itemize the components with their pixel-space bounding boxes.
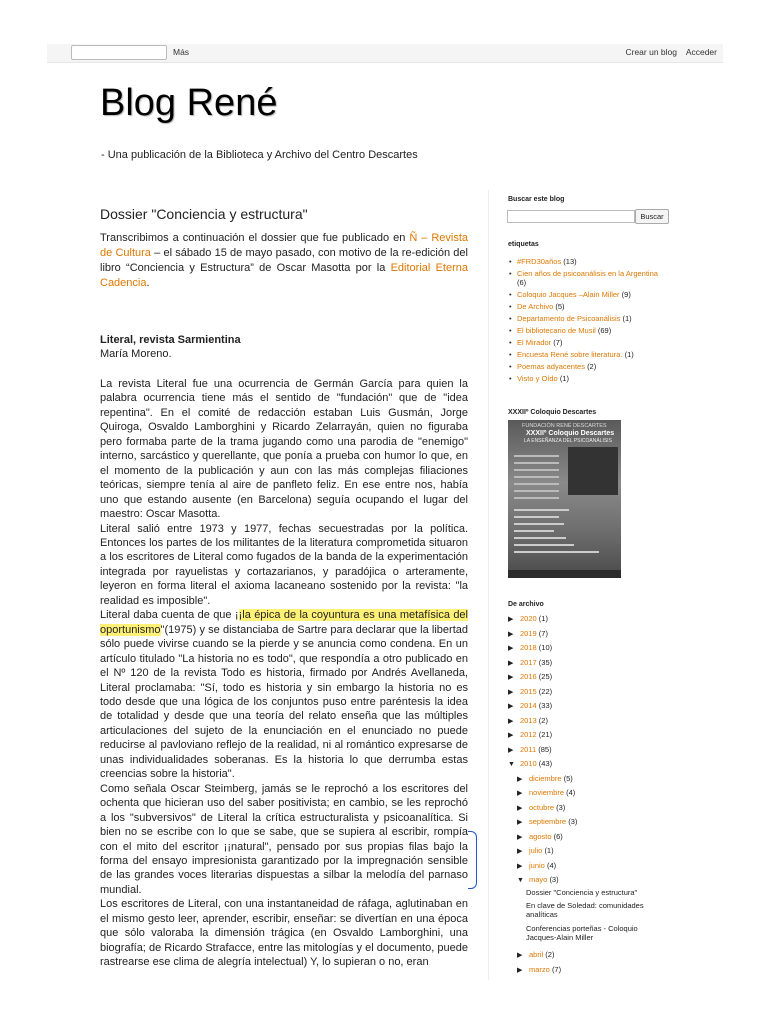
colloquium-heading: XXXIIº Coloquio Descartes [508, 409, 597, 416]
collapsed-arrow-icon[interactable]: ▶ [517, 804, 523, 812]
archive-month[interactable] [517, 803, 565, 812]
label-name[interactable]: Coloquio Jacques –Alain Miller [517, 290, 620, 299]
blog-title[interactable]: Blog René [100, 82, 278, 124]
poster-photo [568, 447, 618, 495]
collapsed-arrow-icon[interactable]: ▶ [508, 688, 514, 696]
label-count: (1) [559, 374, 569, 383]
intro-text-3: . [146, 277, 150, 289]
login-link[interactable]: Acceder [685, 47, 717, 57]
archive-year[interactable] [508, 716, 548, 725]
archive-year-link[interactable]: 2012 [520, 730, 537, 739]
sidebar-divider [488, 190, 489, 980]
label-count: (5) [555, 302, 565, 311]
archive-year[interactable] [508, 672, 552, 681]
archive-year-link[interactable]: 2010 [520, 759, 537, 768]
label-name[interactable]: Visto y Oído [517, 374, 558, 383]
archive-month-link[interactable]: abril [529, 950, 544, 959]
archive-count: (7) [538, 628, 548, 638]
labels-heading: etiquetas [508, 241, 539, 248]
archive-count: (4) [566, 788, 576, 797]
archive-year[interactable] [508, 687, 552, 696]
collapsed-arrow-icon[interactable]: ▶ [508, 630, 514, 638]
archive-month-link[interactable]: marzo [529, 964, 550, 974]
archive-count: (1) [538, 614, 548, 623]
colloquium-poster-image[interactable] [508, 420, 621, 578]
archive-month[interactable] [517, 788, 575, 797]
collapsed-arrow-icon[interactable]: ▶ [508, 645, 514, 652]
label-count: (2) [587, 362, 597, 371]
label-item[interactable] [508, 290, 678, 299]
archive-month[interactable] [517, 965, 561, 974]
archive-post-link[interactable]: Conferencias porteñas - Coloquio Jacques-Alain Miller [526, 924, 638, 942]
label-count: (7) [553, 338, 563, 347]
label-count: (1) [624, 350, 634, 359]
archive-count: (43) [538, 759, 553, 768]
paragraph-5: Los escritores de Literal, con una instantaneidad de ráfaga, aglutinaban en el mismo gesto leer, aprender, escribir, enseñar: se divertían en una época que sólo valoraba la dimensión trágica (en Osvaldo Lamborghini, una biografía; de Ricardo Strafacce, entre las mitologías y el documento, puede rastrearse ese clima de alegría intelectual) Y, lo supieran o no, eran [100, 898, 468, 969]
annotation-bracket [468, 831, 477, 889]
archive-count: (21) [538, 730, 553, 739]
sidebar-search-input[interactable] [507, 210, 635, 223]
navbar-search-input[interactable] [71, 45, 167, 60]
archive-month-link[interactable]: mayo [529, 875, 548, 884]
search-button[interactable]: Buscar [635, 209, 669, 224]
archive-year-link[interactable]: 2020 [520, 614, 537, 623]
expanded-arrow-icon[interactable]: ▼ [517, 877, 524, 884]
paragraph-4: Como señala Oscar Steimberg, jamás se le reprochó a los escritores del ochenta que hicieran uso del saber positivista; en cambio, se les reprochó a los "subversivos" de Literal la crítica estructuralista y psicoanalítica. Si bien no se escribe con lo que se sabe, que se supiera al escribir, rompía con el mito del escritor ¡¡natural", pensado por sus propias filas bajo la forma del ensayo impresionista garantizado por la impregnación sensible de las grandes voces literarias dispuestas a silbar la melodía del parnaso mundial. [100, 782, 468, 896]
archive-month-link[interactable]: diciembre [529, 773, 562, 783]
archive-count: (7) [551, 964, 562, 974]
archive-month[interactable] [517, 832, 563, 841]
label-count: (69) [597, 326, 612, 335]
archive-year-link[interactable]: 2018 [520, 643, 537, 652]
post-intro [100, 231, 468, 291]
label-item[interactable] [508, 314, 678, 323]
collapsed-arrow-icon[interactable]: ▶ [508, 616, 514, 623]
archive-post-link[interactable]: En clave de Soledad: comunidades analíticas [526, 901, 644, 919]
more-link[interactable]: Más [173, 47, 190, 57]
archive-count: (3) [556, 802, 566, 812]
collapsed-arrow-icon[interactable]: ▶ [517, 790, 523, 797]
collapsed-arrow-icon[interactable]: ▶ [508, 674, 514, 681]
paragraph-1: La revista Literal fue una ocurrencia de Germán García para quien la palabra ocurrencia tiene más el sentido de "fundación" que de "idea repentina". En el comité de redacción estaban Luis Gusmán, Jorge Quiroga, Osvaldo Lamborghini y Ricardo Zelarrayán, quien no figuraba pero formaba parte de la trama jugando como una parodia de "enemigo" interno, sarcástico y querellante, que ponía a prueba con humor lo que, en el momento de la publicación y aun con las más complejas filiaciones teóricas, siempre tenía al aire de panfleto feliz. En ese entre nos, había uno que estando ausente (en Barcelona) seguía ocupando el lugar del maestro: Oscar Masotta. [100, 378, 468, 521]
archive-month-expanded[interactable] [517, 875, 559, 884]
create-blog-link[interactable]: Crear un blog [625, 47, 677, 57]
revista-cultura-link[interactable]: Ñ – Revista de Cultura [100, 232, 469, 259]
archive-year-link[interactable]: 2011 [520, 744, 537, 754]
archive-month[interactable] [517, 861, 556, 870]
collapsed-arrow-icon[interactable]: ▶ [517, 862, 523, 870]
collapsed-arrow-icon[interactable]: ▶ [517, 819, 523, 826]
archive-month-link[interactable]: noviembre [529, 788, 565, 797]
archive-heading: De archivo [508, 601, 544, 608]
archive-year[interactable] [508, 730, 552, 739]
poster-footer [508, 570, 621, 578]
search-heading: Buscar este blog [508, 196, 565, 203]
label-item[interactable] [508, 350, 678, 359]
collapsed-arrow-icon[interactable]: ▶ [517, 952, 523, 959]
article-subtitle: Literal, revista Sarmientina [100, 334, 241, 346]
paragraph-2: Literal salió entre 1973 y 1977, fechas secuestradas por la política. Entonces los partes de los militantes de la literatura comprometida situaron a los escritores de Literal como fugados de la banda de la experimentación integrada por rayuelistas y cortazarianos, y paradójica o arteramente, leyeron en forma literal el axioma lacaneano sostenido por la revista: "la realidad es imposible". [100, 522, 468, 607]
archive-year[interactable] [508, 745, 552, 754]
archive-count: (4) [546, 860, 557, 870]
labels-list [508, 257, 678, 386]
archive-count: (2) [545, 950, 555, 959]
expanded-arrow-icon[interactable]: ▼ [508, 761, 515, 768]
archive-month-link[interactable]: junio [529, 860, 545, 870]
label-item[interactable] [508, 326, 678, 335]
archive-year[interactable] [508, 629, 548, 638]
label-item[interactable] [508, 302, 678, 311]
label-name[interactable]: Poemas adyacentes [517, 362, 585, 371]
article-author: María Moreno. [100, 348, 172, 360]
post-title[interactable]: Dossier "Conciencia y estructura" [100, 206, 308, 222]
archive-count: (1) [544, 846, 554, 855]
archive-year[interactable] [508, 643, 552, 652]
label-name[interactable]: El bibliotecario de Musil [517, 326, 596, 335]
poster-line-3: LA ENSEÑANZA DEL PSICOANÁLISIS [524, 438, 612, 444]
top-navbar [47, 44, 723, 63]
label-name[interactable]: Encuesta René sobre literatura. [517, 350, 623, 359]
intro-text-2: – el sábado 15 de mayo pasado, con motivo de la re-edición del libro “Conciencia y Estructura” de Oscar Masotta por la [100, 247, 468, 274]
archive-year-expanded[interactable] [508, 759, 552, 768]
label-item[interactable] [508, 338, 678, 347]
archive-count: (22) [538, 686, 553, 696]
archive-year-link[interactable]: 2014 [520, 701, 537, 710]
archive-count: (2) [538, 715, 548, 725]
paragraph-3 [100, 608, 468, 781]
collapsed-arrow-icon[interactable]: ▶ [508, 703, 514, 710]
archive-count: (35) [538, 657, 553, 667]
label-name[interactable]: #FRD30años [517, 257, 562, 266]
collapsed-arrow-icon[interactable]: ▶ [517, 833, 523, 841]
label-count: (9) [621, 290, 631, 299]
blog-description: - Una publicación de la Biblioteca y Archivo del Centro Descartes [101, 149, 418, 161]
archive-year[interactable] [508, 614, 548, 623]
collapsed-arrow-icon[interactable]: ▶ [517, 848, 523, 855]
poster-line-1: FUNDACIÓN RENÉ DESCARTES [522, 423, 607, 429]
collapsed-arrow-icon[interactable]: ▶ [508, 659, 514, 667]
archive-year-link[interactable]: 2013 [520, 715, 537, 725]
article-body [100, 377, 468, 970]
intro-text-1: Transcribimos a continuación el dossier que fue publicado en [100, 232, 410, 244]
label-item[interactable] [508, 362, 678, 371]
poster-program-lines-2 [514, 504, 614, 558]
archive-count: (10) [538, 643, 553, 652]
paragraph-3-rest: "(1975) y se distanciaba de Sartre para declarar que la libertad sólo puede vivirse cuando se la pierde y se anuncia como condena. En un artículo titulado "La historia no es todo", que respondía a otro publicado en el Nº 120 de la revista Todo es historia, firmado por Andrés Avellaneda, Literal proclamaba: "Sí, todo es historia y sin embargo la historia no es todo desde que una lógica de los conjuntos puso entre paréntesis la idea de totalidad y desde que una teoría del relato enseña que las múltiples articulaciones del sujeto de la enunciación en el enunciado no puede reducirse al pavloviano reflejo de la realidad, ni al romántico expresarse de unas individualidades soberanas. Es la historia lo que derrumba estas creencias sobre la historia". [100, 623, 468, 781]
label-count: (6) [517, 278, 527, 287]
paragraph-3-start: Literal daba cuenta de que ¡ [100, 609, 239, 622]
archive-year[interactable] [508, 658, 552, 667]
collapsed-arrow-icon[interactable]: ▶ [517, 775, 523, 783]
archive-year-link[interactable]: 2017 [520, 657, 537, 667]
archive-year-link[interactable]: 2016 [520, 672, 537, 681]
archive-year[interactable] [508, 701, 552, 710]
archive-month[interactable] [517, 817, 577, 826]
label-name[interactable]: De Archivo [517, 302, 554, 311]
archive-month-link[interactable]: julio [529, 846, 543, 855]
collapsed-arrow-icon[interactable]: ▶ [508, 746, 514, 754]
editorial-link[interactable]: Editorial Eterna Cadencia [100, 262, 468, 289]
label-item[interactable] [508, 374, 678, 383]
archive-count: (33) [538, 701, 553, 710]
archive-count: (3) [549, 875, 559, 884]
label-name[interactable]: Cien años de psicoanálisis en la Argentina [517, 269, 658, 278]
archive-count: (25) [538, 672, 553, 681]
poster-line-2: XXXIIº Coloquio Descartes [526, 430, 615, 437]
archive-month[interactable] [517, 950, 554, 959]
collapsed-arrow-icon[interactable]: ▶ [508, 717, 514, 725]
archive-count: (6) [553, 831, 563, 841]
archive-count: (85) [538, 744, 552, 754]
archive-post-current[interactable]: Dossier "Conciencia y estructura" [526, 888, 638, 897]
label-name[interactable]: Departamento de Psicoanálisis [517, 314, 621, 323]
archive-year-link[interactable]: 2015 [520, 686, 537, 696]
poster-program-lines [514, 450, 564, 504]
archive-month-link[interactable]: octubre [529, 802, 555, 812]
archive-count: (3) [568, 817, 578, 826]
archive-year-link[interactable]: 2019 [520, 628, 537, 638]
collapsed-arrow-icon[interactable]: ▶ [517, 966, 523, 974]
label-count: (13) [563, 257, 577, 266]
label-count: (1) [622, 314, 632, 323]
archive-month-link[interactable]: septiembre [529, 817, 567, 826]
label-item[interactable] [508, 269, 678, 287]
archive-month[interactable] [517, 774, 573, 783]
label-name[interactable]: El Mirador [517, 338, 552, 347]
archive-count: (5) [563, 773, 573, 783]
archive-month[interactable] [517, 846, 554, 855]
collapsed-arrow-icon[interactable]: ▶ [508, 732, 514, 739]
archive-month-link[interactable]: agosto [529, 831, 552, 841]
highlighted-quote: ¡la épica de la coyuntura es una metafísica del oportunismo [100, 609, 468, 636]
label-item[interactable] [508, 257, 678, 266]
